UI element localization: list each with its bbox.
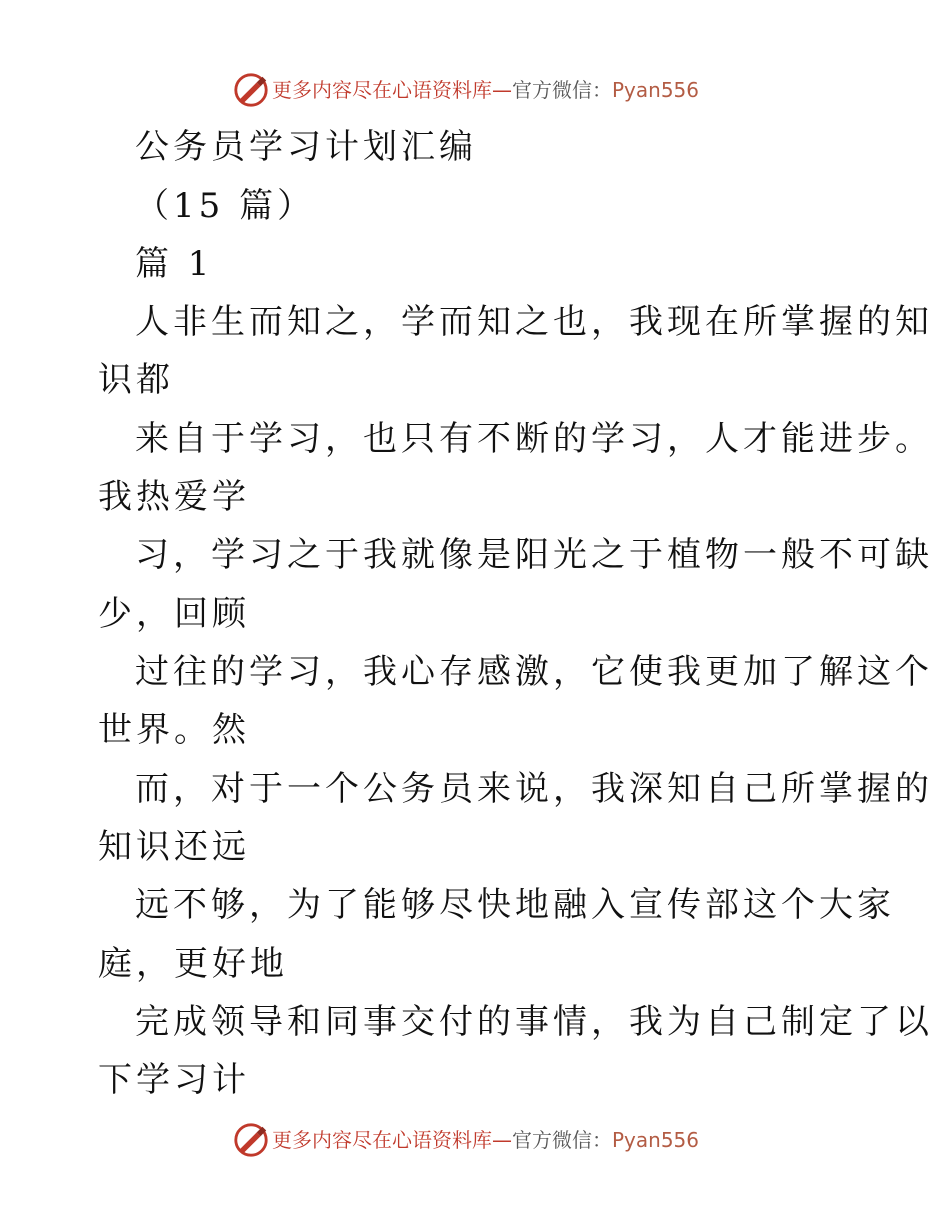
pen-logo-icon [232, 1121, 270, 1159]
watermark-dash: — [492, 1128, 512, 1152]
body-line: 识都 [98, 360, 174, 400]
watermark-wechat-id: Pyan556 [612, 78, 700, 102]
watermark-dash: — [492, 78, 512, 102]
header-watermark [0, 70, 950, 110]
watermark-main: 更多内容尽在心语资料库 [272, 78, 492, 102]
body-line: 下学习计 [98, 1060, 250, 1100]
body-line: 习，学习之于我就像是阳光之于植物一般不可缺 [135, 535, 933, 575]
body-line: 来自于学习，也只有不断的学习，人才能进步。 [135, 419, 933, 459]
body-line: 完成领导和同事交付的事情，我为自己制定了以 [135, 1002, 933, 1042]
pen-logo-icon [232, 71, 270, 109]
body-line: 我热爱学 [98, 477, 250, 517]
document-title: 公务员学习计划汇编 [135, 127, 477, 167]
watermark-text [272, 77, 699, 103]
watermark-text [272, 1127, 699, 1153]
document-subtitle: （15 篇） [135, 186, 316, 226]
body-line: 过往的学习，我心存感激，它使我更加了解这个 [135, 652, 933, 692]
body-line: 知识还远 [98, 827, 250, 867]
body-line: 远不够，为了能够尽快地融入宣传部这个大家 [135, 885, 895, 925]
watermark-wechat-label: 官方微信： [512, 1128, 612, 1152]
body-line: 而，对于一个公务员来说，我深知自己所掌握的 [135, 769, 933, 809]
body-line: 庭，更好地 [98, 944, 288, 984]
watermark-main: 更多内容尽在心语资料库 [272, 1128, 492, 1152]
watermark-wechat-id: Pyan556 [612, 1128, 700, 1152]
body-line: 人非生而知之，学而知之也，我现在所掌握的知 [135, 302, 933, 342]
footer-watermark [0, 1120, 950, 1160]
section-heading: 篇 1 [135, 244, 214, 284]
body-line: 世界。然 [98, 710, 250, 750]
body-line: 少，回顾 [98, 594, 250, 634]
watermark-wechat-label: 官方微信： [512, 78, 612, 102]
